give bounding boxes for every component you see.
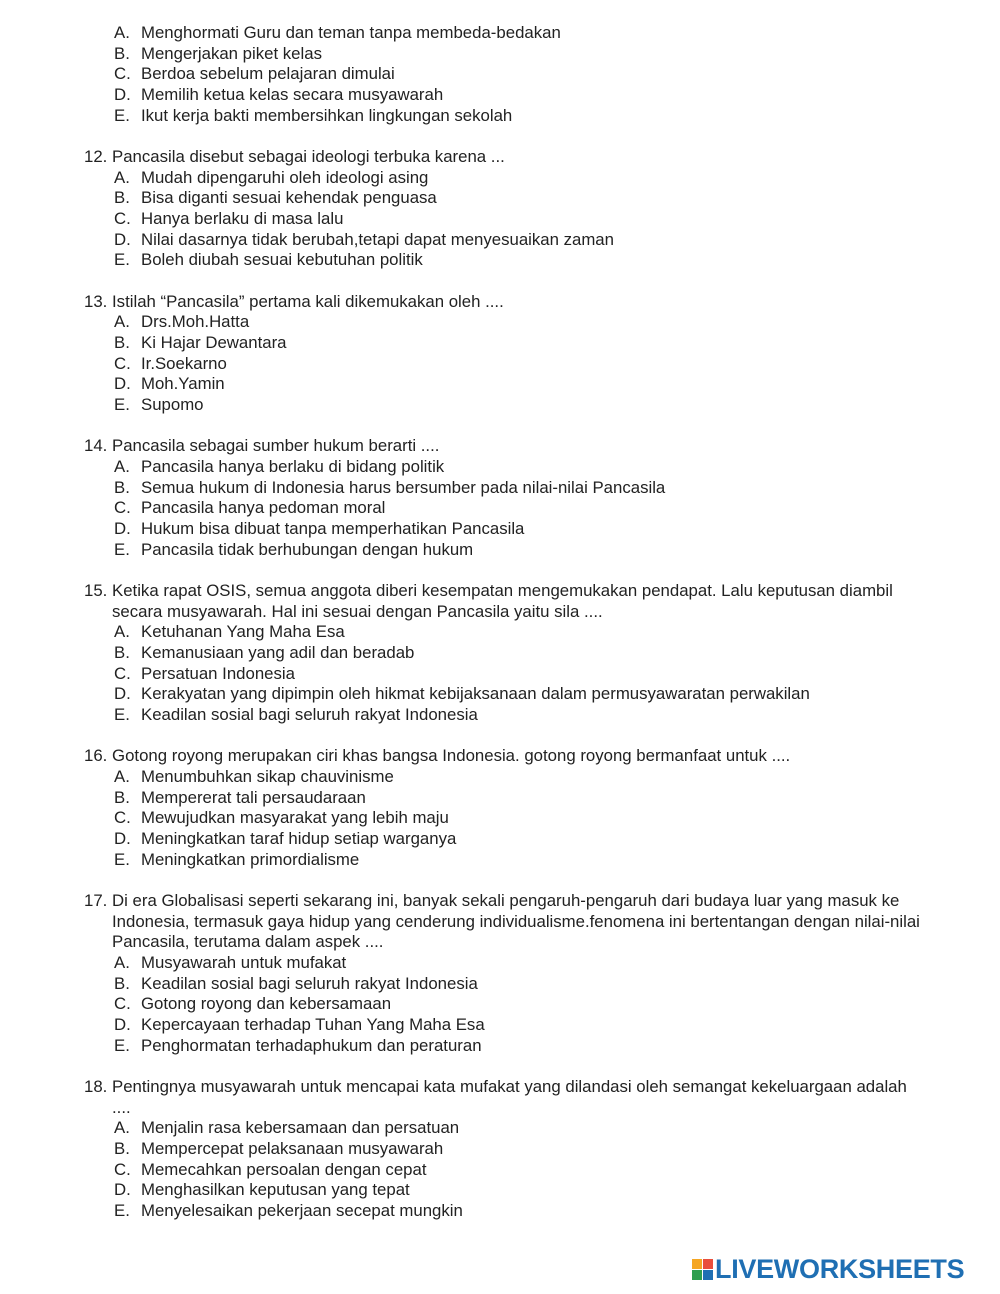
option-line (114, 333, 287, 354)
option-text: Musyawarah untuk mufakat (141, 953, 347, 972)
option-line (114, 850, 359, 871)
option-text: Mempererat tali persaudaraan (141, 788, 366, 807)
option-letter: E. (114, 1036, 130, 1055)
option-line (114, 1015, 485, 1036)
option-line (114, 684, 810, 705)
option-letter: A. (114, 622, 130, 641)
question-text: Pancasila disebut sebagai ideologi terbuka karena ... (112, 147, 505, 166)
option-letter: A. (114, 457, 130, 476)
question-text-continuation: Pancasila, terutama dalam aspek .... (112, 932, 384, 951)
option-letter: E. (114, 1201, 130, 1220)
option-line (114, 1201, 463, 1222)
option-line (114, 374, 225, 395)
question-number: 15. (84, 581, 108, 600)
question-14 (84, 436, 439, 457)
option-letter: A. (114, 767, 130, 786)
option-line (114, 705, 478, 726)
option-line (114, 1118, 459, 1139)
option-text: Mudah dipengaruhi oleh ideologi asing (141, 168, 429, 187)
question-number: 13. (84, 292, 108, 311)
option-line (114, 478, 665, 499)
option-text: Kerakyatan yang dipimpin oleh hikmat kebijaksanaan dalam permusyawaratan perwakilan (141, 684, 810, 703)
question-text: Istilah “Pancasila” pertama kali dikemukakan oleh .... (112, 292, 504, 311)
option-letter: B. (114, 333, 130, 352)
option-text: Ikut kerja bakti membersihkan lingkungan sekolah (141, 106, 513, 125)
option-text: Gotong royong dan kebersamaan (141, 994, 392, 1013)
option-line (114, 953, 346, 974)
option-line (114, 519, 524, 540)
option-text: Kemanusiaan yang adil dan beradab (141, 643, 415, 662)
option-line (114, 829, 456, 850)
option-letter: D. (114, 85, 131, 104)
option-text: Memecahkan persoalan dengan cepat (141, 1160, 427, 1179)
option-text: Moh.Yamin (141, 374, 225, 393)
option-letter: D. (114, 374, 131, 393)
option-letter: C. (114, 209, 131, 228)
logo-tile (692, 1270, 702, 1280)
option-text: Meningkatkan primordialisme (141, 850, 360, 869)
option-text: Keadilan sosial bagi seluruh rakyat Indonesia (141, 705, 478, 724)
question-number: 17. (84, 891, 108, 910)
option-line (114, 168, 428, 189)
option-line (114, 457, 444, 478)
option-letter: A. (114, 1118, 130, 1137)
option-line (114, 622, 345, 643)
option-line (114, 395, 204, 416)
logo-tile (703, 1270, 713, 1280)
option-text: Menghormati Guru dan teman tanpa membeda-bedakan (141, 23, 561, 42)
option-text: Pancasila hanya berlaku di bidang politik (141, 457, 445, 476)
option-letter: C. (114, 498, 131, 517)
question-15 (84, 581, 893, 602)
option-line (114, 664, 295, 685)
question-13 (84, 292, 504, 313)
question-number: 16. (84, 746, 108, 765)
option-text: Mengerjakan piket kelas (141, 44, 322, 63)
question-text-continuation: secara musyawarah. Hal ini sesuai dengan Pancasila yaitu sila .... (112, 602, 603, 621)
option-line (114, 643, 414, 664)
option-line (114, 994, 391, 1015)
option-letter: E. (114, 250, 130, 269)
option-line (114, 250, 423, 271)
option-line (114, 767, 394, 788)
option-letter: B. (114, 643, 130, 662)
question-17 (84, 891, 899, 912)
option-letter: C. (114, 664, 131, 683)
option-line (114, 354, 227, 375)
logo-tile (692, 1259, 702, 1269)
logo-text: LIVEWORKSHEETS (715, 1253, 965, 1284)
option-text: Menyelesaikan pekerjaan secepat mungkin (141, 1201, 463, 1220)
option-letter: D. (114, 230, 131, 249)
question-text: Ketika rapat OSIS, semua anggota diberi kesempatan mengemukakan pendapat. Lalu keputusan diambil (112, 581, 893, 600)
option-text: Memilih ketua kelas secara musyawarah (141, 85, 444, 104)
option-text: Pancasila tidak berhubungan dengan hukum (141, 540, 474, 559)
option-line (114, 44, 322, 65)
option-line (114, 808, 449, 829)
option-text: Berdoa sebelum pelajaran dimulai (141, 64, 395, 83)
option-line (114, 85, 443, 106)
question-text: Pancasila sebagai sumber hukum berarti .... (112, 436, 440, 455)
option-line (114, 498, 385, 519)
option-line (114, 209, 343, 230)
option-letter: A. (114, 168, 130, 187)
option-letter: E. (114, 540, 130, 559)
option-letter: C. (114, 994, 131, 1013)
option-line (114, 540, 473, 561)
option-text: Menumbuhkan sikap chauvinisme (141, 767, 394, 786)
option-letter: D. (114, 519, 131, 538)
option-letter: A. (114, 953, 130, 972)
option-letter: B. (114, 478, 130, 497)
option-letter: E. (114, 106, 130, 125)
option-letter: E. (114, 395, 130, 414)
question-18 (84, 1077, 907, 1098)
option-letter: D. (114, 829, 131, 848)
option-text: Menjalin rasa kebersamaan dan persatuan (141, 1118, 460, 1137)
option-line (114, 1180, 410, 1201)
option-text: Drs.Moh.Hatta (141, 312, 250, 331)
option-text: Semua hukum di Indonesia harus bersumber pada nilai-nilai Pancasila (141, 478, 666, 497)
option-line (114, 64, 395, 85)
logo-tile (703, 1259, 713, 1269)
option-text: Ir.Soekarno (141, 354, 227, 373)
question-text-continuation: Indonesia, termasuk gaya hidup yang cenderung individualisme.fenomena ini bertentangan dengan nilai-nilai (112, 912, 920, 931)
question-number: 18. (84, 1077, 108, 1096)
option-text: Hukum bisa dibuat tanpa memperhatikan Pancasila (141, 519, 525, 538)
option-text: Ki Hajar Dewantara (141, 333, 287, 352)
option-text: Supomo (141, 395, 204, 414)
option-letter: D. (114, 1180, 131, 1199)
option-letter: D. (114, 684, 131, 703)
liveworksheets-logo-icon (692, 1259, 713, 1280)
question-text: Pentingnya musyawarah untuk mencapai kata mufakat yang dilandasi oleh semangat kekeluargaan adalah (112, 1077, 907, 1096)
option-text: Mempercepat pelaksanaan musyawarah (141, 1139, 444, 1158)
liveworksheets-logo[interactable] (692, 1255, 964, 1283)
option-line (114, 1139, 443, 1160)
option-text: Meningkatkan taraf hidup setiap warganya (141, 829, 457, 848)
option-letter: B. (114, 44, 130, 63)
option-line (114, 106, 512, 127)
option-letter: B. (114, 788, 130, 807)
question-16 (84, 746, 790, 767)
option-letter: C. (114, 808, 131, 827)
option-letter: E. (114, 705, 130, 724)
option-letter: A. (114, 312, 130, 331)
option-text: Nilai dasarnya tidak berubah,tetapi dapat menyesuaikan zaman (141, 230, 614, 249)
option-text: Mewujudkan masyarakat yang lebih maju (141, 808, 449, 827)
option-line (114, 1036, 482, 1057)
option-text: Menghasilkan keputusan yang tepat (141, 1180, 410, 1199)
option-text: Keadilan sosial bagi seluruh rakyat Indonesia (141, 974, 478, 993)
option-letter: B. (114, 188, 130, 207)
option-text: Kepercayaan terhadap Tuhan Yang Maha Esa (141, 1015, 485, 1034)
option-letter: C. (114, 64, 131, 83)
option-text: Hanya berlaku di masa lalu (141, 209, 344, 228)
option-line (114, 1160, 426, 1181)
option-text: Ketuhanan Yang Maha Esa (141, 622, 345, 641)
option-letter: D. (114, 1015, 131, 1034)
option-letter: A. (114, 23, 130, 42)
option-letter: B. (114, 974, 130, 993)
question-text-continuation: .... (112, 1098, 131, 1117)
option-letter: C. (114, 354, 131, 373)
option-letter: B. (114, 1139, 130, 1158)
option-letter: C. (114, 1160, 131, 1179)
question-text: Di era Globalisasi seperti sekarang ini, banyak sekali pengaruh-pengaruh dari budaya luar yang masuk ke (112, 891, 900, 910)
option-text: Boleh diubah sesuai kebutuhan politik (141, 250, 423, 269)
question-text: Gotong royong merupakan ciri khas bangsa Indonesia. gotong royong bermanfaat untuk .... (112, 746, 791, 765)
option-text: Bisa diganti sesuai kehendak penguasa (141, 188, 437, 207)
option-line (114, 230, 614, 251)
question-number: 14. (84, 436, 108, 455)
option-line (114, 188, 437, 209)
option-line (114, 312, 249, 333)
option-line (114, 23, 561, 44)
question-number: 12. (84, 147, 108, 166)
option-text: Persatuan Indonesia (141, 664, 295, 683)
option-text: Pancasila hanya pedoman moral (141, 498, 386, 517)
option-line (114, 788, 366, 809)
question-12 (84, 147, 505, 168)
option-letter: E. (114, 850, 130, 869)
option-line (114, 974, 478, 995)
option-text: Penghormatan terhadaphukum dan peraturan (141, 1036, 482, 1055)
